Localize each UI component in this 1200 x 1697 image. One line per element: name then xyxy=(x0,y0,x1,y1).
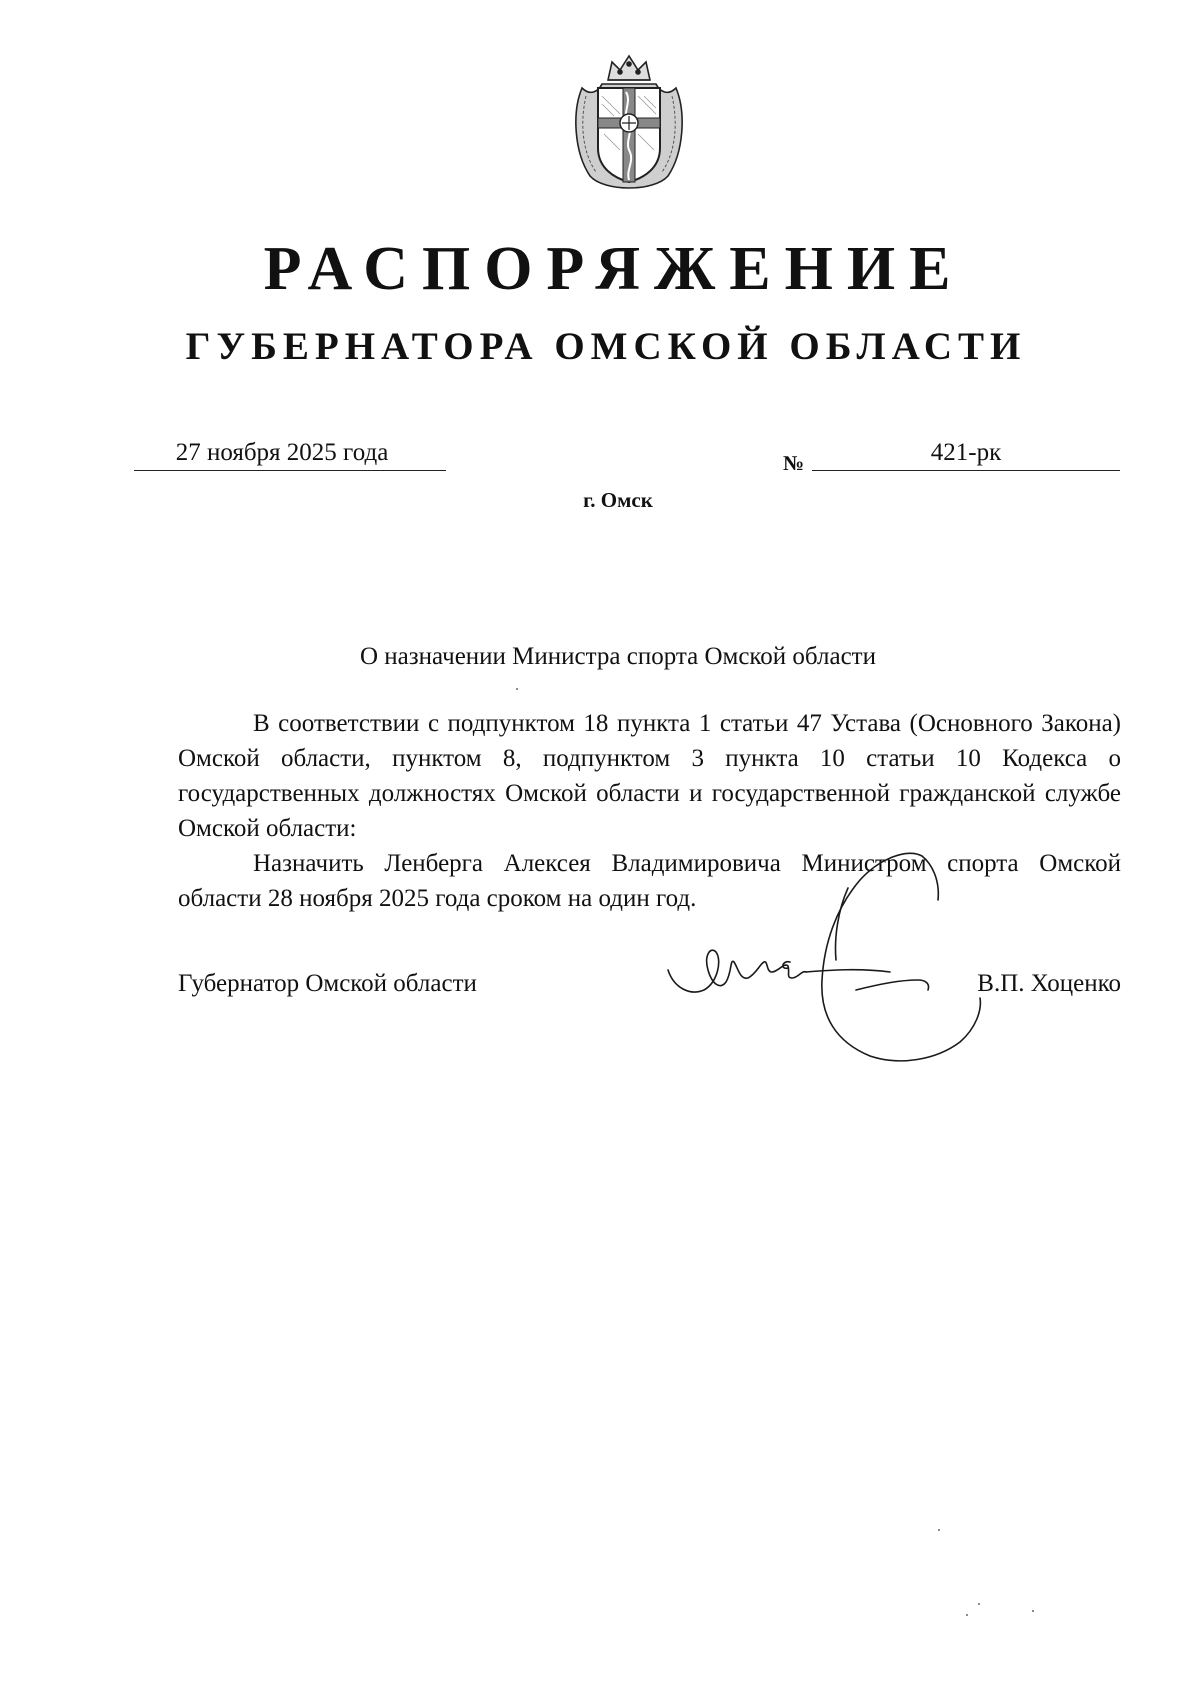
document-date-field xyxy=(134,436,446,471)
body-paragraph-basis: В соответствии с подпунктом 18 пункта 1 статьи 47 Устава (Основного Закона) Омской области, пунктом 8, подпунктом 3 пункта 10 статьи 10 Кодекса о государственных должностях Омской области и государственной гражданской службе Омской области: xyxy=(178,710,1121,842)
document-issuer: ГУБЕРНАТОРА ОМСКОЙ ОБЛАСТИ xyxy=(185,325,1027,368)
document-number-label: № xyxy=(783,451,805,475)
scan-speck xyxy=(966,1614,968,1616)
document-body xyxy=(178,706,1121,916)
signatory-position: Губернатор Омской области xyxy=(178,970,477,997)
document-number-field xyxy=(812,436,1120,471)
scan-speck xyxy=(1032,1610,1034,1612)
document-date: 27 ноября 2025 года xyxy=(175,439,389,466)
document-number: 421-рк xyxy=(930,439,1002,466)
document-subject: О назначении Министра спорта Омской области xyxy=(360,643,876,670)
scan-speck xyxy=(516,688,518,690)
scan-speck xyxy=(938,1529,940,1531)
omsk-oblast-coat-of-arms-icon xyxy=(568,52,690,198)
document-title: РАСПОРЯЖЕНИЕ xyxy=(263,235,965,303)
signatory-name: В.П. Хоценко xyxy=(977,970,1121,997)
body-paragraph-appointment: Назначить Ленберга Алексея Владимировича Министром спорта Омской области 28 ноября 2025 года сроком на один год. xyxy=(178,850,1121,912)
document-city: г. Омск xyxy=(583,488,653,512)
scan-speck xyxy=(978,1603,980,1605)
